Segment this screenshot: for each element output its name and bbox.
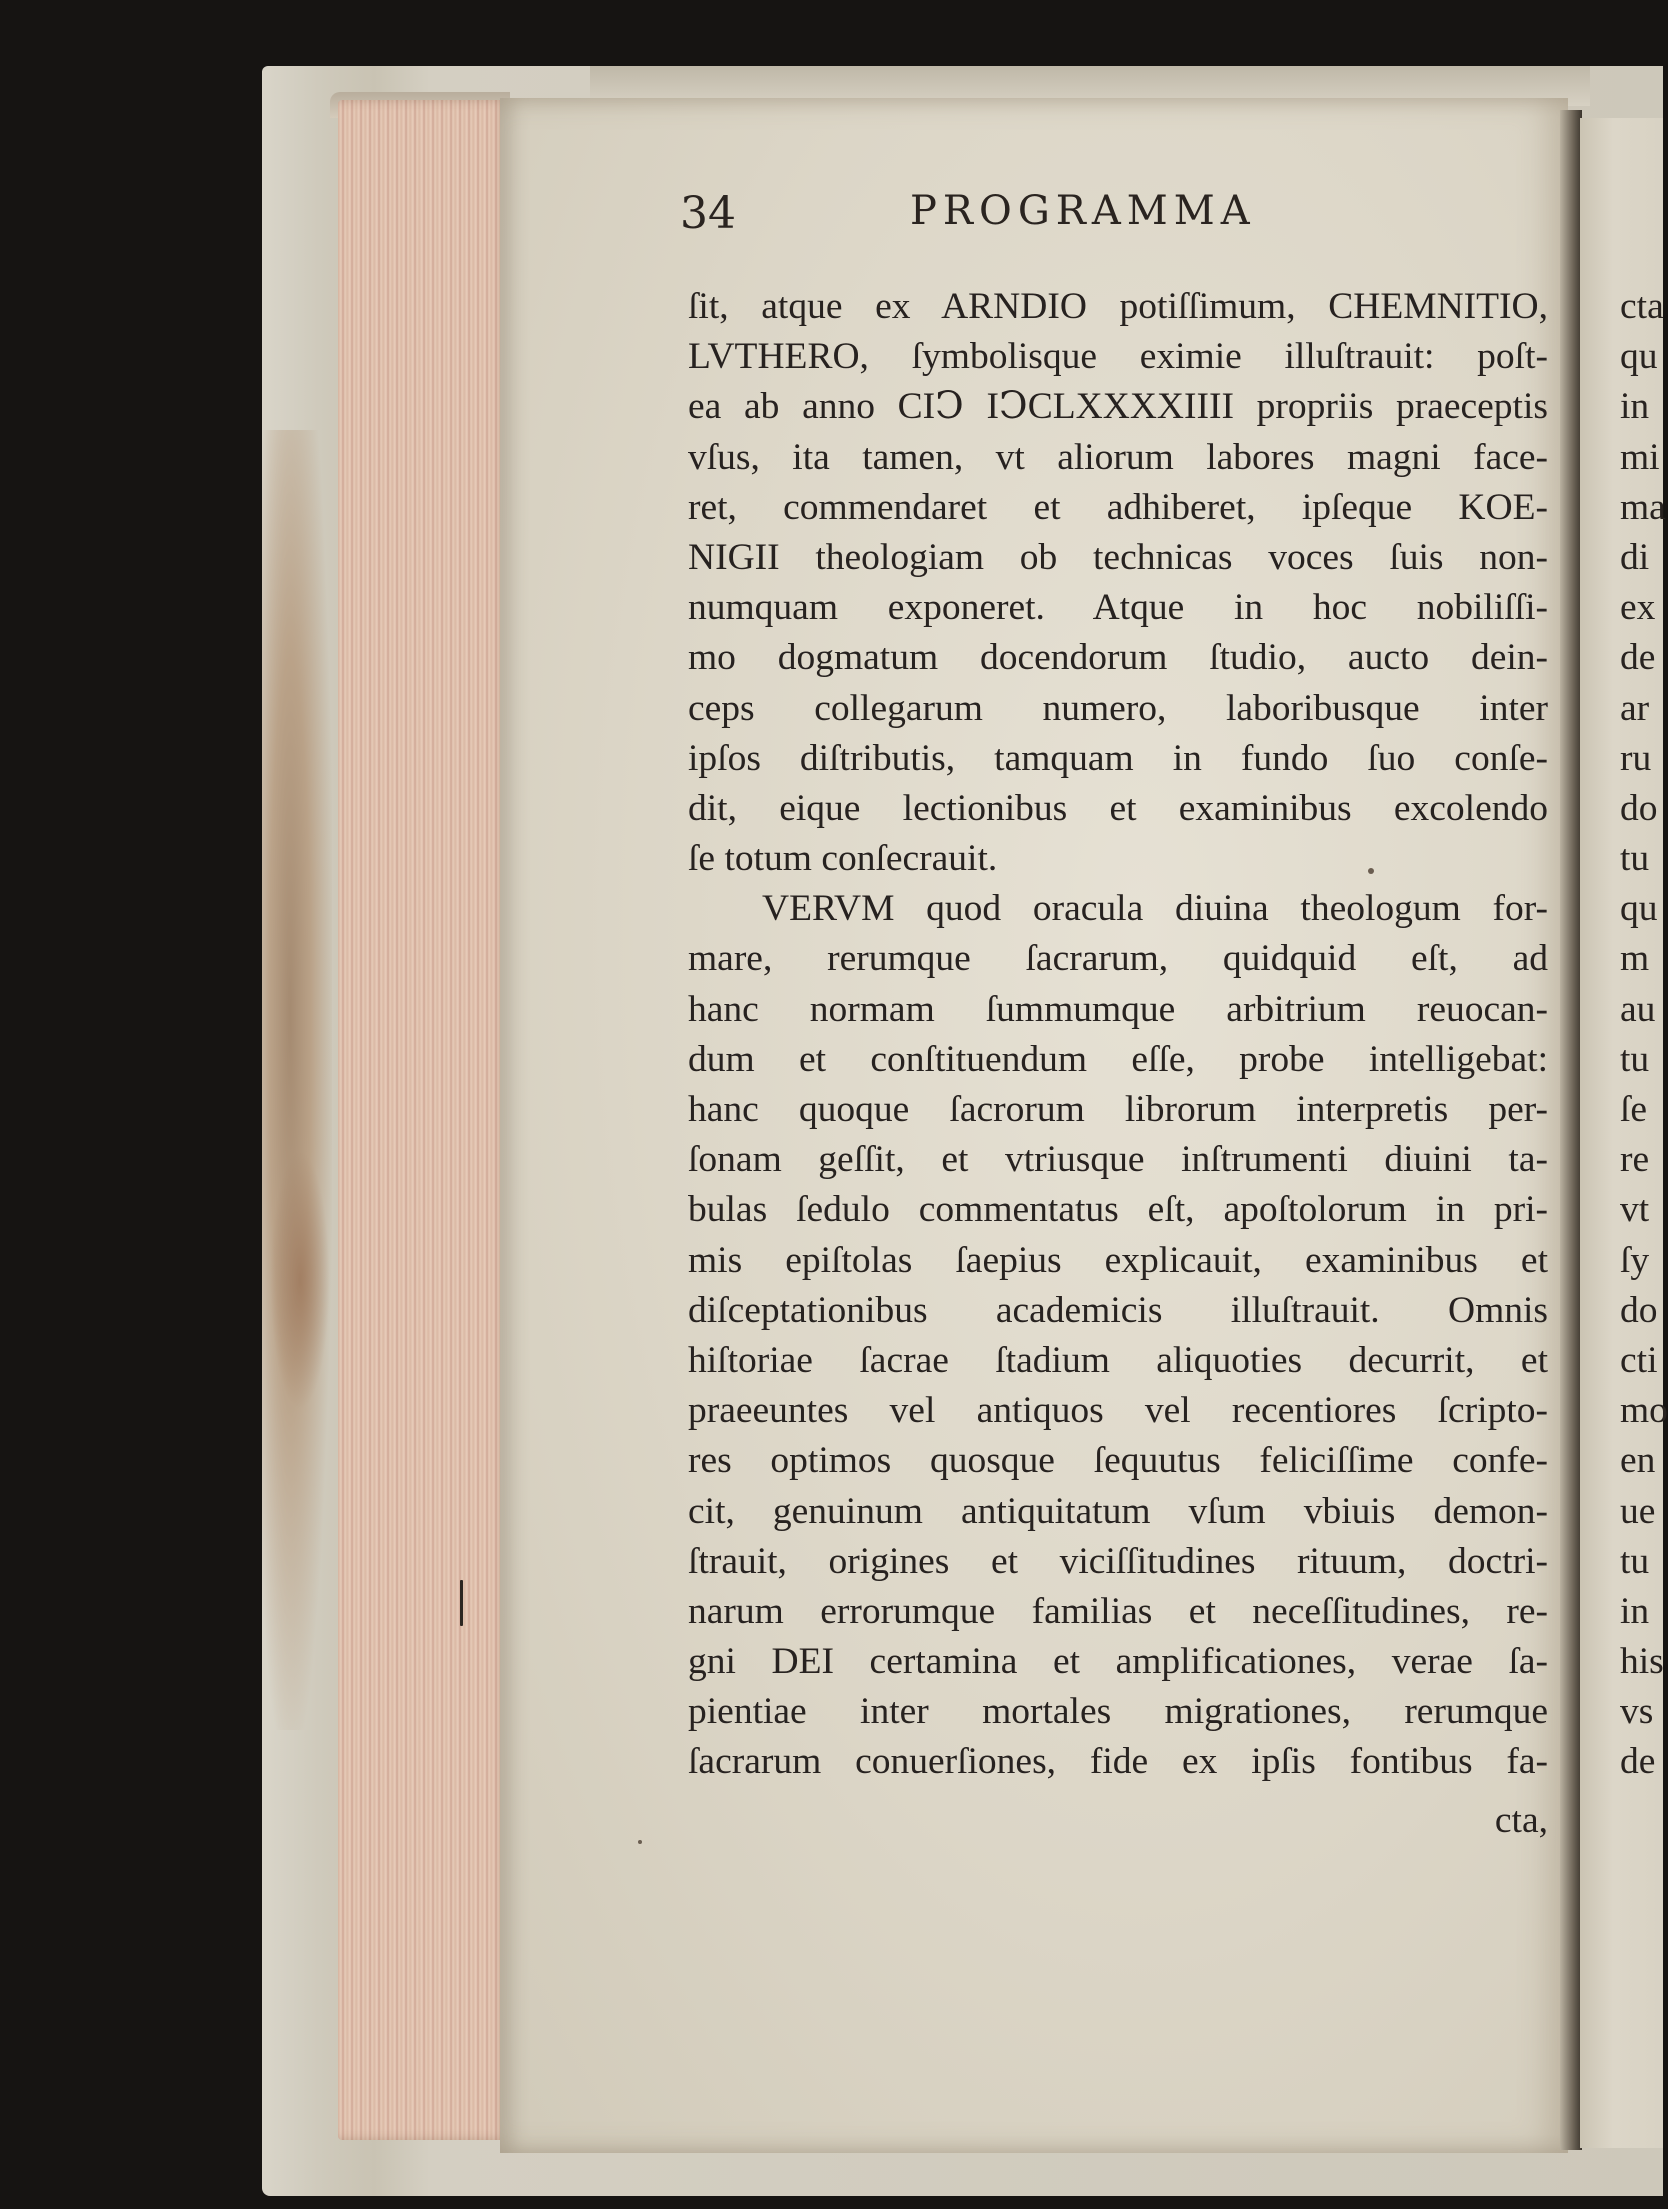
text-line: LVTHERO, ſymbolisque eximie illuſtrauit: poſt- <box>688 336 1548 378</box>
page-body <box>688 282 1548 1846</box>
text-line: mare, rerumque ſacrarum, quidquid eſt, ad <box>688 938 1548 980</box>
text-line: ret, commendaret et adhiberet, ipſeque KOE- <box>688 486 1548 528</box>
text-line: dit, eique lectionibus et examinibus excolendo <box>688 787 1548 829</box>
right-fragment: au <box>1620 988 1656 1030</box>
right-fragment: do <box>1620 787 1658 829</box>
book-gutter <box>1560 110 1582 2150</box>
right-fragment: his <box>1620 1641 1664 1683</box>
right-fragment: de <box>1620 637 1656 679</box>
text-line: ſit, atque ex ARNDIO potiſſimum, CHEMNITIO, <box>688 286 1548 327</box>
cover-stain <box>262 430 332 1730</box>
right-fragment: vt <box>1620 1189 1650 1231</box>
text-line: vſus, ita tamen, vt aliorum labores magni face- <box>688 436 1548 478</box>
page-number: 34 <box>680 188 736 239</box>
right-fragment: ue <box>1620 1490 1656 1532</box>
text-line: cit, genuinum antiquitatum vſum vbiuis demon- <box>688 1490 1548 1532</box>
right-page-text <box>1620 282 1668 1788</box>
right-fragment: vs <box>1620 1691 1654 1733</box>
right-fragment: qu <box>1620 888 1658 930</box>
text-line: dum et conſtituendum eſſe, probe intelligebat: <box>688 1038 1548 1080</box>
text-line: NIGII theologiam ob technicas voces ſuis non- <box>688 536 1548 578</box>
text-line: ſacrarum conuerſiones, fide ex ipſis fontibus fa- <box>688 1741 1548 1783</box>
right-fragment: do <box>1620 1289 1658 1331</box>
text-line: numquam exponeret. Atque in hoc nobiliſſi- <box>688 587 1548 629</box>
text-line: hanc normam ſummumque arbitrium reuocan- <box>688 988 1548 1030</box>
text-line: ſtrauit, origines et viciſſitudines rituum, doctri- <box>688 1540 1548 1582</box>
text-line: narum errorumque familias et neceſſitudines, re- <box>688 1590 1548 1632</box>
paper-speck <box>460 1580 463 1626</box>
text-line: ceps collegarum numero, laboribusque inter <box>688 687 1548 729</box>
running-head: PROGRAMMA <box>910 188 1256 234</box>
right-fragment: m <box>1620 938 1650 980</box>
text-line: bulas ſedulo commentatus eſt, apoſtolorum in pri- <box>688 1189 1548 1231</box>
paper-speck <box>1368 868 1374 874</box>
right-fragment: in <box>1620 1590 1650 1632</box>
right-fragment: en <box>1620 1440 1656 1482</box>
text-line: mo dogmatum docendorum ſtudio, aucto dein- <box>688 637 1548 679</box>
text-line: gni DEI certamina et amplificationes, verae ſa- <box>688 1641 1548 1683</box>
right-fragment: tu <box>1620 1540 1650 1582</box>
cover-stain-lower <box>270 1150 330 1410</box>
right-fragment: cta <box>1620 286 1664 327</box>
right-fragment: de <box>1620 1741 1656 1783</box>
right-fragment: ma <box>1620 486 1666 528</box>
right-fragment: ſe <box>1620 1089 1648 1130</box>
right-fragment: ex <box>1620 587 1656 629</box>
text-line: hanc quoque ſacrorum librorum interpretis per- <box>688 1089 1548 1130</box>
right-fragment: ſy <box>1620 1239 1650 1281</box>
right-fragment: cti <box>1620 1339 1658 1381</box>
right-fragment: mi <box>1620 436 1660 478</box>
catchword: cta, <box>1494 1799 1548 1841</box>
paragraph-end-line: ſe totum conſecrauit. <box>688 838 998 880</box>
text-line: ſonam geſſit, et vtriusque inſtrumenti diuini ta- <box>688 1139 1548 1181</box>
right-fragment: qu <box>1620 336 1658 378</box>
right-fragment: tu <box>1620 1038 1650 1080</box>
right-fragment: di <box>1620 536 1650 578</box>
text-line: res optimos quosque ſequutus feliciſſime confe- <box>688 1440 1548 1482</box>
text-line: diſceptationibus academicis illuſtrauit. Omnis <box>688 1289 1548 1331</box>
right-fragment: in <box>1620 386 1650 428</box>
paragraph-start-line: VERVM quod oracula diuina theologum for- <box>762 888 1548 930</box>
text-line: ipſos diſtributis, tamquam in fundo ſuo conſe- <box>688 737 1548 779</box>
paper-speck <box>638 1840 642 1844</box>
page-fore-edge <box>338 100 508 2140</box>
text-line: mis epiſtolas ſaepius explicauit, examinibus et <box>688 1239 1548 1281</box>
text-line: pientiae inter mortales migrationes, rerumque <box>688 1691 1548 1733</box>
right-fragment: mo <box>1620 1390 1668 1432</box>
right-fragment: ru <box>1620 737 1652 779</box>
text-line: praeeuntes vel antiquos vel recentiores ſcripto- <box>688 1390 1548 1432</box>
text-line: ea ab anno CIↃ IↃCLXXXXIIII propriis praeceptis <box>688 386 1548 428</box>
text-line: hiſtoriae ſacrae ſtadium aliquoties decurrit, et <box>688 1339 1548 1381</box>
right-fragment: re <box>1620 1139 1650 1181</box>
right-fragment: ar <box>1620 687 1650 729</box>
right-fragment: tu <box>1620 838 1650 880</box>
